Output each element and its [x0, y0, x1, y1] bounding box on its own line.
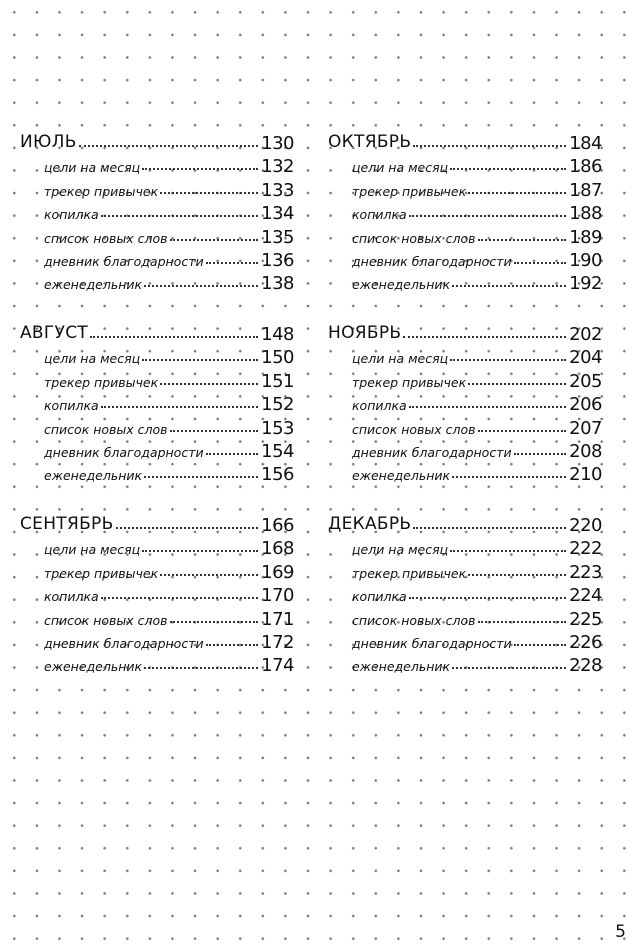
dot-leader [478, 239, 567, 241]
page-ref: 156 [261, 464, 294, 486]
item-label: трекер привычек [352, 374, 467, 390]
toc-section-july [20, 128, 294, 295]
page-ref: 205 [569, 370, 602, 392]
dot-leader [452, 285, 566, 287]
page-ref: 150 [261, 347, 294, 369]
toc-month-entry[interactable] [328, 319, 602, 343]
page-ref: 186 [569, 156, 602, 178]
dot-leader [452, 667, 566, 669]
item-label: еженедельник [352, 277, 451, 293]
toc-item[interactable] [20, 581, 294, 607]
dot-leader [116, 527, 259, 529]
page-ref: 188 [569, 203, 602, 225]
dot-leader [468, 383, 566, 385]
item-label: еженедельник [44, 277, 143, 293]
page-ref: 169 [261, 561, 294, 583]
dot-leader [79, 145, 258, 147]
toc-month-entry[interactable] [328, 128, 602, 152]
dot-leader [142, 168, 258, 170]
item-label: копилка [352, 207, 407, 223]
toc-month-entry[interactable] [20, 319, 294, 343]
dot-leader [452, 476, 566, 478]
toc-section-september [20, 510, 294, 677]
item-label: список новых слов [44, 612, 168, 628]
item-label: еженедельник [352, 659, 451, 675]
dot-leader [468, 192, 566, 194]
dot-leader [170, 239, 259, 241]
page-ref: 189 [569, 226, 602, 248]
toc-item[interactable] [20, 246, 294, 269]
dot-leader [413, 145, 566, 147]
page-ref: 130 [261, 133, 294, 154]
page-ref: 132 [261, 156, 294, 178]
item-label: цели на месяц [352, 160, 449, 176]
dot-leader [144, 476, 258, 478]
dot-leader [450, 359, 566, 361]
page-ref: 222 [569, 538, 602, 560]
page-ref: 134 [261, 203, 294, 225]
item-label: дневник благодарности [352, 444, 512, 460]
item-label: дневник благодарности [44, 253, 204, 269]
dot-leader [144, 285, 258, 287]
toc-item[interactable] [328, 175, 602, 201]
item-label: дневник благодарности [44, 444, 204, 460]
item-label: трекер привычек [44, 374, 159, 390]
page-ref: 226 [569, 631, 602, 653]
dot-leader [514, 453, 567, 455]
toc-month-entry[interactable] [20, 510, 294, 534]
toc-item[interactable] [20, 651, 294, 677]
page-ref: 166 [261, 515, 294, 536]
dot-leader [160, 383, 258, 385]
page-ref: 184 [569, 133, 602, 154]
dot-leader [160, 192, 258, 194]
item-label: список новых слов [352, 612, 476, 628]
item-label: еженедельник [352, 468, 451, 484]
toc-item[interactable] [328, 437, 602, 460]
dot-leader [514, 262, 567, 264]
toc-item[interactable] [20, 604, 294, 630]
item-label: список новых слов [44, 230, 168, 246]
toc-item[interactable] [328, 199, 602, 225]
dot-leader [409, 597, 566, 599]
toc-item[interactable] [20, 343, 294, 369]
item-label: копилка [44, 207, 99, 223]
page-ref: 228 [569, 655, 602, 677]
page-ref: 135 [261, 226, 294, 248]
toc-item[interactable] [20, 222, 294, 248]
page-ref: 171 [261, 608, 294, 630]
item-label: цели на месяц [44, 542, 141, 558]
page-ref: 154 [261, 440, 294, 462]
dot-leader [160, 574, 258, 576]
page-ref: 192 [569, 273, 602, 295]
toc-item[interactable] [328, 269, 602, 295]
item-label: трекер привычек [352, 183, 467, 199]
toc-item[interactable] [328, 390, 602, 416]
toc-section-august [20, 319, 294, 486]
toc-month-entry[interactable] [328, 510, 602, 534]
page-ref: 206 [569, 394, 602, 416]
item-label: еженедельник [44, 659, 143, 675]
toc-item[interactable] [20, 534, 294, 560]
month-title: АВГУСТ [20, 323, 89, 343]
toc-item[interactable] [20, 366, 294, 392]
item-label: трекер привычек [44, 565, 159, 581]
item-label: список новых слов [44, 421, 168, 437]
page-ref: 190 [569, 249, 602, 271]
item-label: еженедельник [44, 468, 143, 484]
page-ref: 133 [261, 179, 294, 201]
toc-item[interactable] [328, 604, 602, 630]
toc-item[interactable] [328, 557, 602, 583]
page-ref: 136 [261, 249, 294, 271]
item-label: дневник благодарности [44, 635, 204, 651]
month-title: ИЮЛЬ [20, 132, 77, 152]
item-label: цели на месяц [352, 351, 449, 367]
item-label: список новых слов [352, 230, 476, 246]
toc-item[interactable] [20, 199, 294, 225]
page-ref: 174 [261, 655, 294, 677]
toc-item[interactable] [328, 651, 602, 677]
dot-leader [450, 168, 566, 170]
dot-leader [101, 406, 258, 408]
item-label: копилка [352, 398, 407, 414]
dot-leader [206, 262, 259, 264]
page-ref: 202 [569, 324, 602, 345]
dot-leader [170, 621, 259, 623]
item-label: копилка [352, 589, 407, 605]
page-ref: 153 [261, 417, 294, 439]
item-label: копилка [44, 589, 99, 605]
dot-leader [468, 574, 566, 576]
page-ref: 187 [569, 179, 602, 201]
toc-item[interactable] [20, 152, 294, 178]
month-title: ДЕКАБРЬ [328, 514, 412, 534]
toc-month-entry[interactable] [20, 128, 294, 152]
toc-section-november [328, 319, 602, 486]
dot-leader [170, 430, 259, 432]
toc-item[interactable] [20, 390, 294, 416]
toc-item[interactable] [328, 413, 602, 439]
dot-leader [478, 621, 567, 623]
page-ref: 210 [569, 464, 602, 486]
page-ref: 204 [569, 347, 602, 369]
month-title: НОЯБРЬ [328, 323, 402, 343]
page-ref: 148 [261, 324, 294, 345]
toc-item[interactable] [328, 343, 602, 369]
dot-leader [403, 336, 566, 338]
item-label: цели на месяц [44, 351, 141, 367]
page-ref: 207 [569, 417, 602, 439]
page-ref: 208 [569, 440, 602, 462]
page-ref: 168 [261, 538, 294, 560]
item-label: трекер привычек [44, 183, 159, 199]
item-label: цели на месяц [352, 542, 449, 558]
toc-item[interactable] [328, 534, 602, 560]
dot-leader [514, 644, 567, 646]
dot-leader [144, 667, 258, 669]
dot-leader [142, 550, 258, 552]
toc-item[interactable] [20, 175, 294, 201]
toc-item[interactable] [20, 413, 294, 439]
toc-item[interactable] [328, 152, 602, 178]
toc-item[interactable] [20, 460, 294, 486]
toc-item[interactable] [328, 628, 602, 651]
dot-leader [409, 406, 566, 408]
dot-leader [409, 215, 566, 217]
item-label: список новых слов [352, 421, 476, 437]
page-ref: 138 [261, 273, 294, 295]
toc-item[interactable] [20, 628, 294, 651]
toc-item[interactable] [328, 460, 602, 486]
toc-section-december [328, 510, 602, 677]
page-ref: 224 [569, 585, 602, 607]
dot-leader [101, 597, 258, 599]
item-label: трекер привычек [352, 565, 467, 581]
dot-leader [478, 430, 567, 432]
page-ref: 170 [261, 585, 294, 607]
dot-leader [206, 644, 259, 646]
toc-item[interactable] [328, 366, 602, 392]
month-title: СЕНТЯБРЬ [20, 514, 114, 534]
toc-item[interactable] [328, 246, 602, 269]
page-number: 5 [615, 922, 626, 942]
toc-item[interactable] [328, 581, 602, 607]
dot-leader [90, 336, 258, 338]
item-label: копилка [44, 398, 99, 414]
dot-leader [206, 453, 259, 455]
dot-leader [142, 359, 258, 361]
toc-section-october [328, 128, 602, 295]
toc-item[interactable] [20, 557, 294, 583]
dot-leader [413, 527, 566, 529]
item-label: дневник благодарности [352, 635, 512, 651]
toc-item[interactable] [20, 437, 294, 460]
page-ref: 220 [569, 515, 602, 536]
page-ref: 151 [261, 370, 294, 392]
dot-leader [101, 215, 258, 217]
page-ref: 172 [261, 631, 294, 653]
month-title: ОКТЯБРЬ [328, 132, 412, 152]
page-ref: 223 [569, 561, 602, 583]
page-ref: 152 [261, 394, 294, 416]
dot-leader [450, 550, 566, 552]
item-label: дневник благодарности [352, 253, 512, 269]
toc-item[interactable] [20, 269, 294, 295]
item-label: цели на месяц [44, 160, 141, 176]
page-ref: 225 [569, 608, 602, 630]
toc-item[interactable] [328, 222, 602, 248]
